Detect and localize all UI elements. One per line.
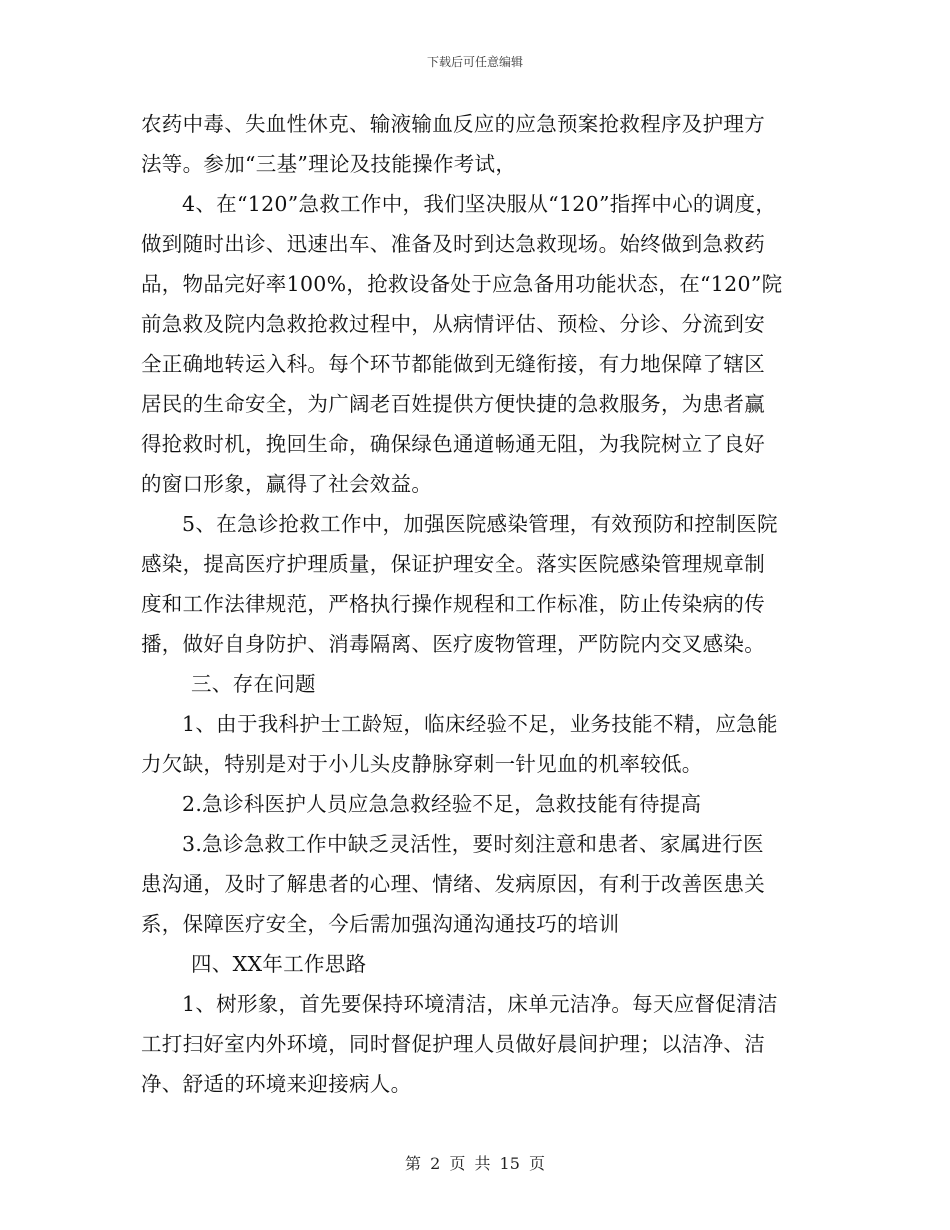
paragraph-start-line: 4、在“120”急救工作中，我们坚决服从“120”指挥中心的调度， [182, 192, 777, 216]
text-line: 播，做好自身防护、消毒隔离、医疗废物管理，严防院内交叉感染。 [141, 632, 765, 656]
section-heading: 三、存在问题 [191, 672, 316, 696]
text-line: 法等。参加“三基”理论及技能操作考试， [141, 152, 517, 176]
text-line: 居民的生命安全，为广阔老百姓提供方便快捷的急救服务，为患者赢 [141, 392, 765, 416]
text-line: 前急救及院内急救抢救过程中，从病情评估、预检、分诊、分流到安 [141, 312, 765, 336]
text-line: 做到随时出诊、迅速出车、准备及时到达急救现场。始终做到急救药 [141, 232, 765, 256]
document-body [141, 104, 821, 1104]
text-line: 工打扫好室内外环境，同时督促护理人员做好晨间护理；以洁净、洁 [141, 1032, 765, 1056]
text-line: 品，物品完好率100%，抢救设备处于应急备用功能状态，在“120”院 [141, 272, 783, 296]
paragraph-start-line: 3.急诊急救工作中缺乏灵活性，要时刻注意和患者、家属进行医 [182, 832, 764, 856]
paragraph-start-line: 1、树形象，首先要保持环境清洁，床单元洁净。每天应督促清洁 [182, 992, 778, 1016]
paragraph-start-line: 5、在急诊抢救工作中，加强医院感染管理，有效预防和控制医院 [182, 512, 778, 536]
text-line: 系，保障医疗安全，今后需加强沟通沟通技巧的培训 [141, 912, 620, 936]
text-line: 的窗口形象，赢得了社会效益。 [141, 472, 433, 496]
section-heading: 四、XX年工作思路 [191, 952, 367, 976]
text-line: 得抢救时机，挽回生命，确保绿色通道畅通无阻，为我院树立了良好 [141, 432, 765, 456]
text-line: 农药中毒、失血性休克、输液输血反应的应急预案抢救程序及护理方 [141, 112, 765, 136]
paragraph-start-line: 1、由于我科护士工龄短，临床经验不足，业务技能不精，应急能 [182, 712, 778, 736]
text-line: 感染，提高医疗护理质量，保证护理安全。落实医院感染管理规章制 [141, 552, 765, 576]
paragraph-start-line: 2.急诊科医护人员应急急救经验不足，急救技能有待提高 [182, 792, 702, 816]
text-line: 度和工作法律规范，严格执行操作规程和工作标准，防止传染病的传 [141, 592, 765, 616]
text-line: 净、舒适的环境来迎接病人。 [141, 1072, 412, 1096]
page-header: 下载后可任意编辑 [426, 55, 523, 69]
text-line: 全正确地转运入科。每个环节都能做到无缝衔接，有力地保障了辖区 [141, 352, 765, 376]
text-line: 力欠缺，特别是对于小儿头皮静脉穿刺一针见血的机率较低。 [141, 752, 703, 776]
page-number-footer: 第 2 页 共 15 页 [405, 1154, 545, 1173]
text-line: 患沟通，及时了解患者的心理、情绪、发病原因，有利于改善医患关 [141, 872, 765, 896]
